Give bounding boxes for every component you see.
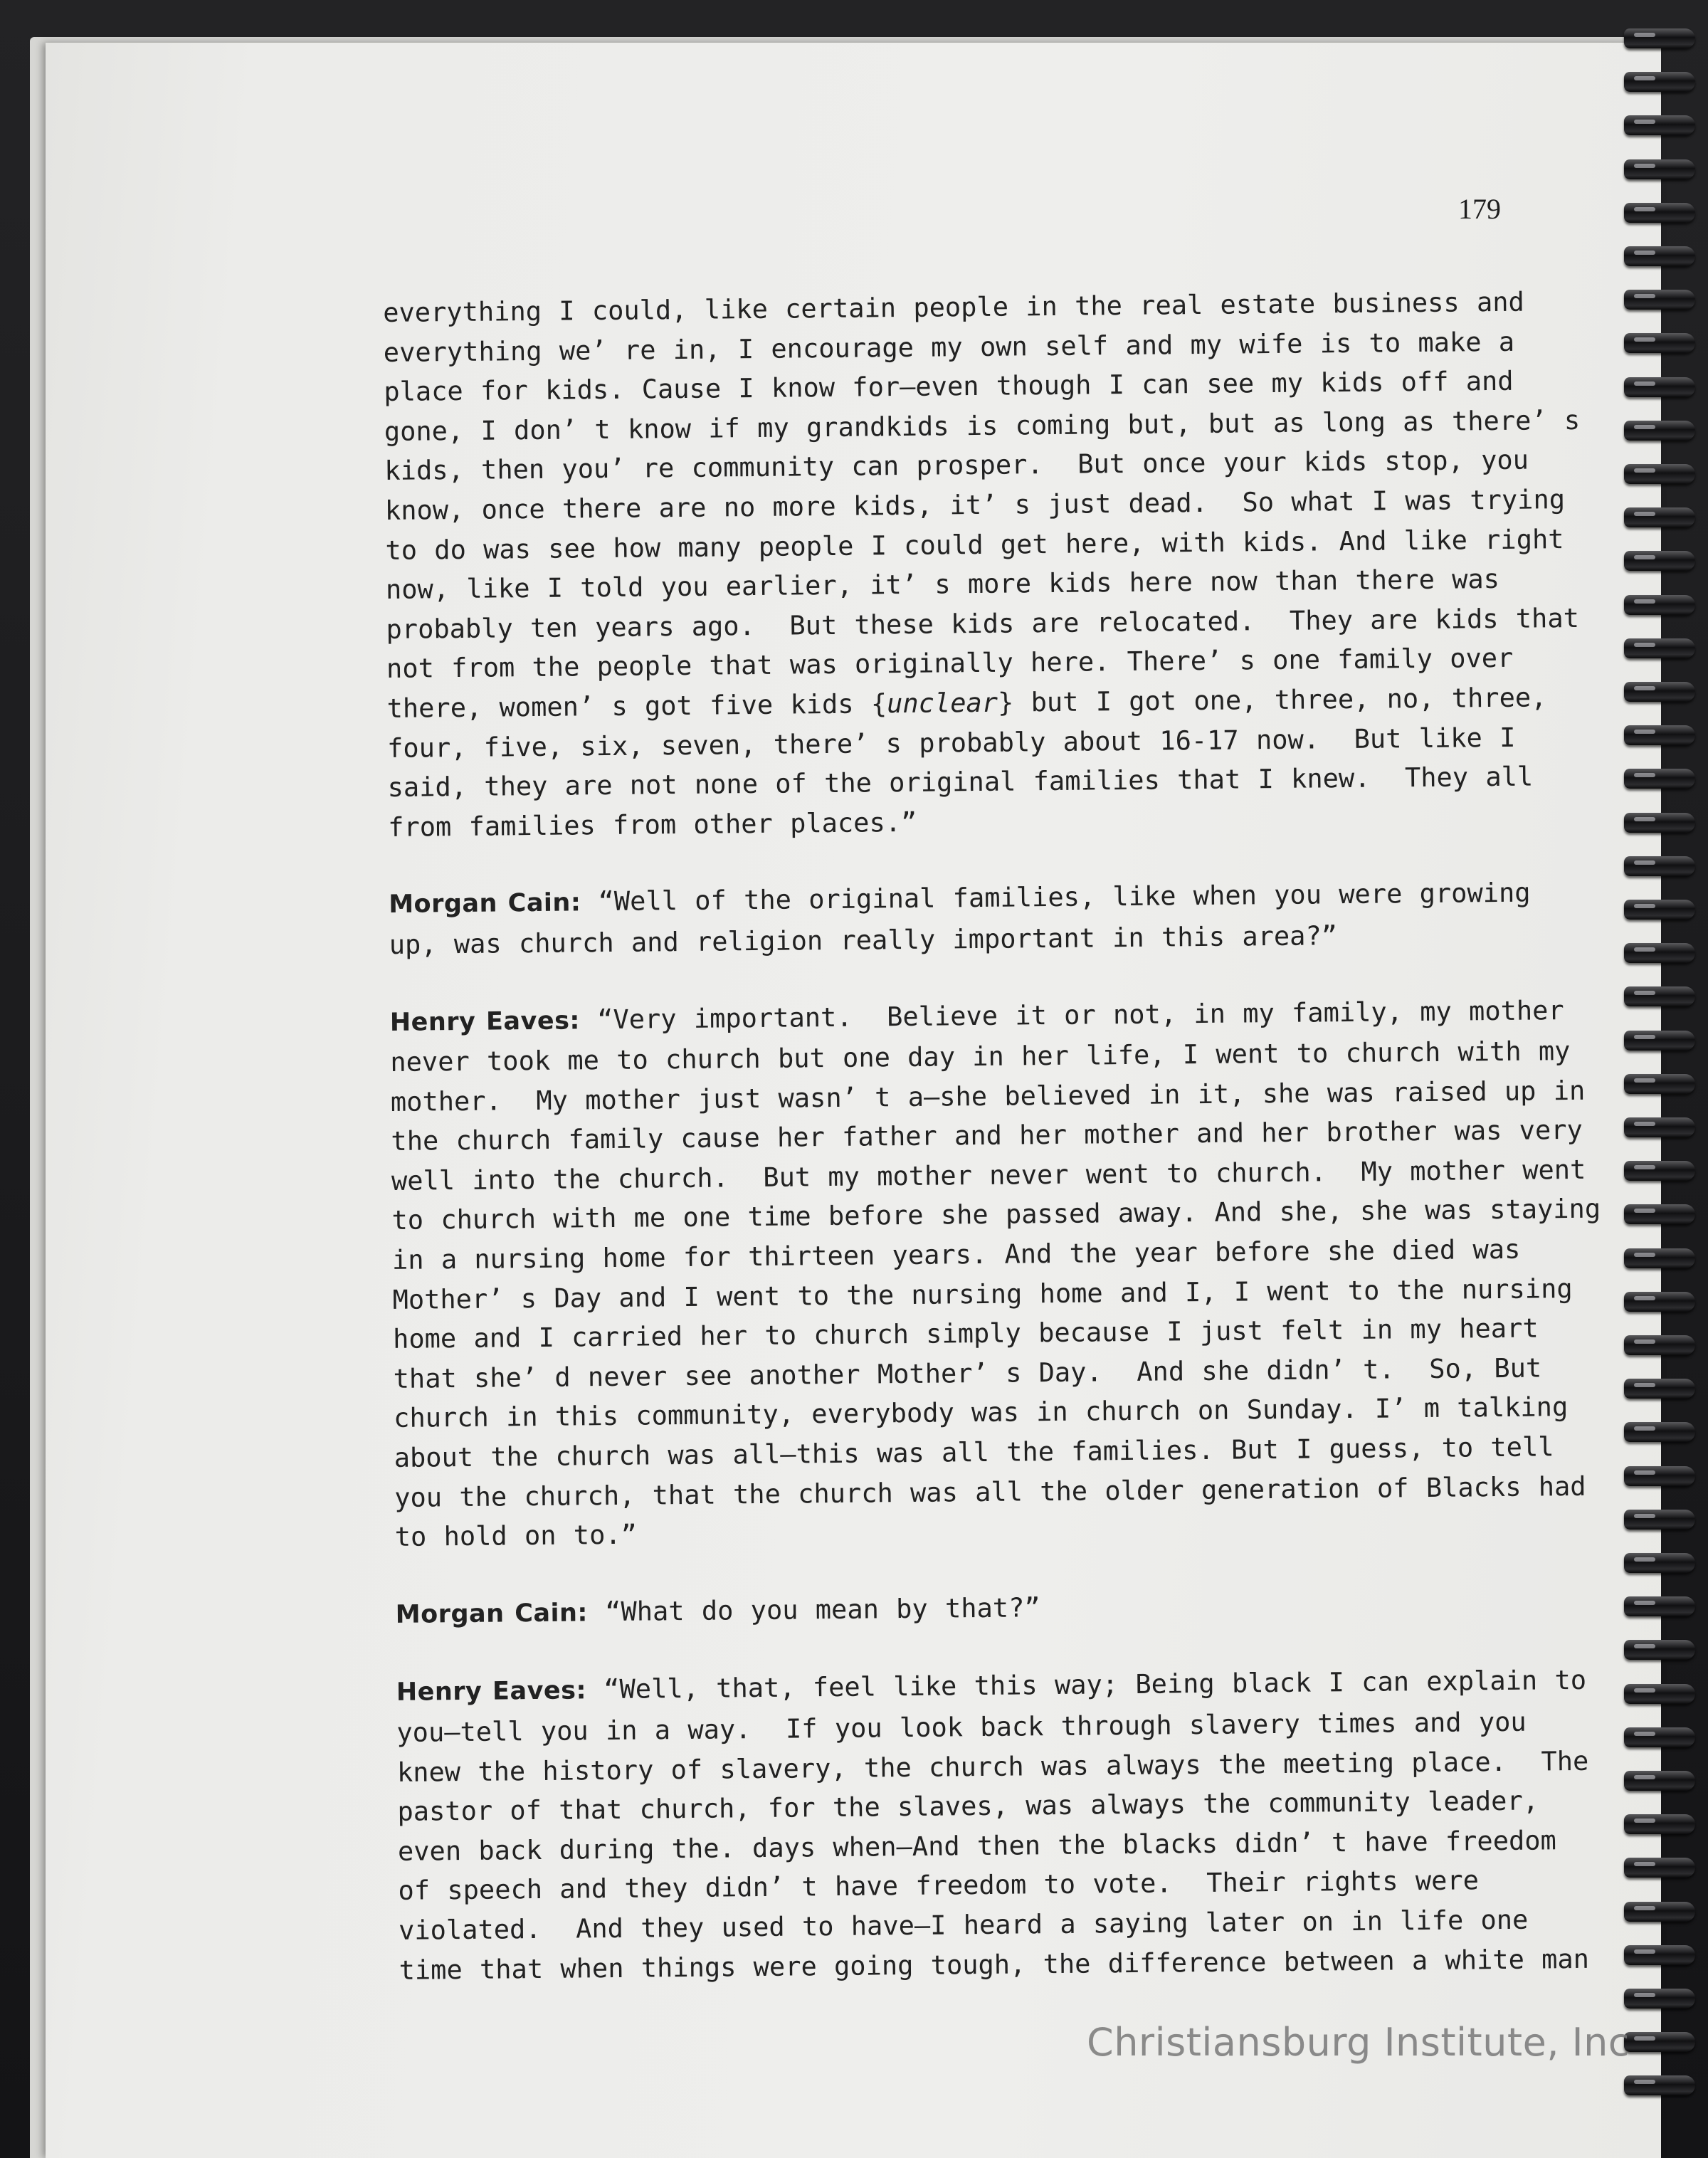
line-text: four, five, six, seven, there’ s probably about 16-17 now. But like I — [386, 722, 1516, 764]
binding-coil — [1624, 725, 1695, 745]
binding-coil — [1624, 769, 1695, 789]
binding-coil — [1624, 1117, 1695, 1137]
binding-coil — [1624, 986, 1695, 1006]
binding-coil — [1624, 1510, 1695, 1530]
line-text: there, women’ s got five kids {unclear} but I got one, three, no, three, — [386, 682, 1547, 724]
binding-coil — [1624, 1204, 1695, 1224]
binding-coil — [1624, 1553, 1695, 1573]
line-text: not from the people that was originally here. There’ s one family over — [386, 643, 1514, 685]
line-text: knew the history of slavery, the church was always the meeting place. The — [396, 1745, 1589, 1788]
binding-coil — [1624, 1989, 1695, 2009]
binding-coil — [1624, 682, 1695, 702]
binding-coil — [1624, 1466, 1695, 1486]
line-text: pastor of that church, for the slaves, was always the community leader, — [397, 1785, 1539, 1828]
binding-coil — [1624, 595, 1695, 615]
spiral-binding — [1624, 28, 1708, 2135]
binding-coil — [1624, 1248, 1695, 1268]
line-text: of speech and they didn’ t have freedom to vote. Their rights were — [398, 1865, 1480, 1907]
line-text: know, once there are no more kids, it’ s just dead. So what I was trying — [384, 484, 1566, 526]
binding-coil — [1624, 1684, 1695, 1704]
line-text: that she’ d never see another Mother’ s Day. And she didn’ t. So, But — [393, 1352, 1542, 1394]
binding-coil — [1624, 943, 1695, 963]
line-text: mother. My mother just wasn’ t a—she believed in it, she was raised up in — [390, 1075, 1586, 1117]
binding-coil — [1624, 856, 1695, 876]
line-text: “Well of the original families, like when you were growing — [598, 877, 1531, 917]
binding-coil — [1624, 1640, 1695, 1660]
binding-coil — [1624, 1422, 1695, 1442]
binding-coil — [1624, 551, 1695, 571]
binding-coil — [1624, 1031, 1695, 1051]
binding-coil — [1624, 72, 1695, 92]
line-text: from families from other places.” — [387, 806, 917, 843]
line-text: the church family cause her father and her mother and her brother was very — [391, 1115, 1583, 1157]
binding-coil — [1624, 115, 1695, 135]
binding-coil — [1624, 333, 1695, 353]
document-page — [46, 43, 1661, 2158]
line-text: church in this community, everybody was in church on Sunday. I’ m talking — [393, 1391, 1569, 1434]
binding-coil — [1624, 377, 1695, 397]
transcript-paragraph — [396, 1583, 1563, 1635]
binding-coil — [1624, 203, 1695, 223]
binding-coil — [1624, 1161, 1695, 1181]
line-text: to hold on to.” — [394, 1519, 638, 1553]
binding-coil — [1624, 1074, 1695, 1094]
line-text: place for kids. Cause I know for—even though I can see my kids off and — [384, 365, 1514, 408]
binding-coil — [1624, 1727, 1695, 1747]
transcript-paragraph — [383, 282, 1581, 847]
binding-coil — [1624, 900, 1695, 920]
line-text: home and I carried her to church simply because I just felt in my heart — [392, 1312, 1539, 1355]
binding-coil — [1624, 1335, 1695, 1355]
binding-coil — [1624, 1379, 1695, 1399]
transcript-paragraph — [389, 991, 1601, 1557]
line-text: kids, then you’ re community can prosper. But once your kids stop, you — [384, 444, 1529, 487]
binding-coil — [1624, 813, 1695, 833]
binding-coil — [1624, 1858, 1695, 1878]
line-text: in a nursing home for thirteen years. And the year before she died was — [391, 1233, 1521, 1275]
unclear-marker: unclear — [886, 687, 998, 720]
binding-coil — [1624, 290, 1695, 310]
line-text: never took me to church but one day in her life, I went to church with my — [390, 1036, 1571, 1078]
binding-coil — [1624, 2075, 1695, 2095]
line-text: well into the church. But my mother never went to church. My mother went — [391, 1154, 1586, 1196]
line-text: everything we’ re in, I encourage my own self and my wife is to make a — [383, 326, 1515, 368]
binding-coil — [1624, 2032, 1695, 2052]
line-text: you the church, that the church was all the older generation of Blacks had — [394, 1470, 1586, 1513]
transcript-paragraph — [389, 873, 1556, 965]
binding-coil — [1624, 1814, 1695, 1834]
line-text: everything I could, like certain people in the real estate business and — [383, 286, 1524, 328]
line-text: “Very important. Believe it or not, in my family, my mother — [597, 994, 1564, 1035]
line-text: now, like I told you earlier, it’ s more kids here now than there was — [385, 564, 1500, 606]
binding-coil — [1624, 1902, 1695, 1922]
transcript-body — [383, 282, 1601, 2027]
text-line — [396, 1583, 1563, 1635]
line-text: you—tell you in a way. If you look back through slavery times and you — [396, 1706, 1527, 1748]
line-text: said, they are not none of the original families that I knew. They all — [387, 761, 1534, 804]
line-text: time that when things were going tough, the difference between a white man — [399, 1943, 1590, 1986]
speaker-name: Morgan Cain: — [395, 1599, 589, 1629]
binding-coil — [1624, 507, 1695, 527]
line-text: to church with me one time before she passed away. And she, she was staying — [391, 1194, 1601, 1236]
line-text: violated. And they used to have—I heard a saying later on in life one — [398, 1904, 1529, 1946]
binding-coil — [1624, 1596, 1695, 1616]
watermark: Christiansburg Institute, Inc — [1086, 2020, 1630, 2065]
line-text: probably ten years ago. But these kids are relocated. They are kids that — [386, 602, 1580, 645]
line-text: to do was see how many people I could get here, with kids. And like right — [385, 523, 1564, 566]
page-number: 179 — [1458, 193, 1501, 225]
speaker-name: Henry Eaves: — [396, 1676, 587, 1707]
binding-coil — [1624, 464, 1695, 484]
binding-coil — [1624, 1292, 1695, 1312]
binding-coil — [1624, 1771, 1695, 1791]
transcript-paragraph — [396, 1661, 1590, 1990]
line-text: “What do you mean by that?” — [604, 1592, 1040, 1627]
line-text: even back during the. days when—And then the blacks didn’ t have freedom — [397, 1825, 1557, 1867]
line-text: up, was church and religion really important in this area?” — [389, 920, 1338, 960]
binding-coil — [1624, 28, 1695, 48]
binding-coil — [1624, 246, 1695, 266]
speaker-name: Morgan Cain: — [389, 888, 581, 920]
line-text: Mother’ s Day and I went to the nursing home and I, I went to the nursing — [392, 1273, 1573, 1315]
binding-coil — [1624, 421, 1695, 441]
binding-coil — [1624, 638, 1695, 658]
line-text: gone, I don’ t know if my grandkids is coming but, but as long as there’ s — [384, 404, 1581, 447]
binding-coil — [1624, 159, 1695, 179]
speaker-name: Henry Eaves: — [389, 1006, 581, 1037]
line-text: about the church was all—this was all the families. But I guess, to tell — [394, 1431, 1554, 1473]
binding-coil — [1624, 1945, 1695, 1965]
line-text: “Well, that, feel like this way; Being black I can explain to — [603, 1665, 1587, 1705]
